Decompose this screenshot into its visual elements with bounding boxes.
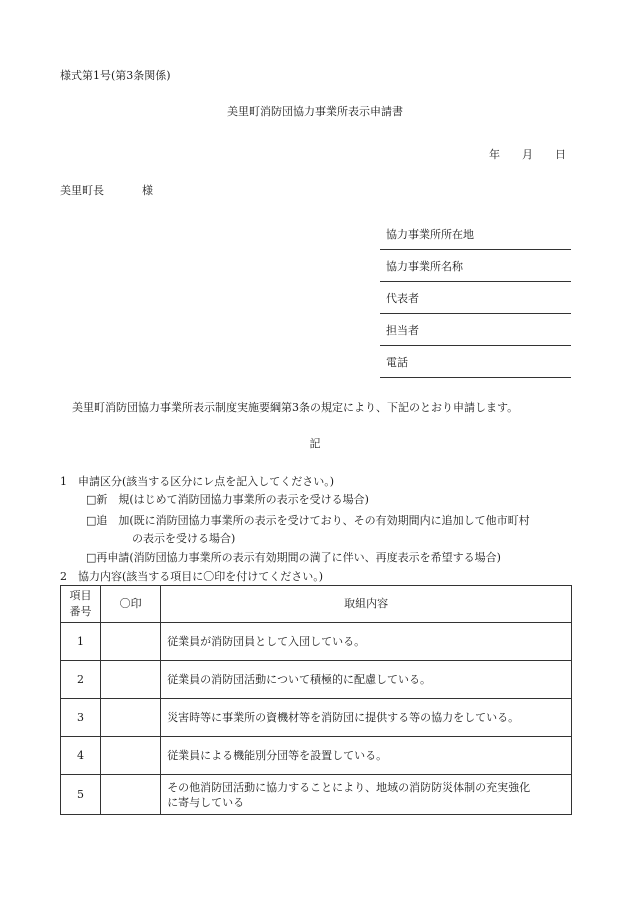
- row-number: 5: [61, 775, 101, 815]
- applicant-field-company-name[interactable]: 協力事業所名称: [380, 250, 571, 282]
- option-additional-continued: の表示を受ける場合): [132, 532, 236, 545]
- applicant-field-representative[interactable]: 代表者: [380, 282, 571, 314]
- table-header-row: [61, 586, 572, 623]
- applicant-field-address[interactable]: 協力事業所所在地: [380, 218, 571, 250]
- addressee: [60, 182, 153, 198]
- table-row: [61, 661, 572, 699]
- row-number: 3: [61, 699, 101, 737]
- row-mark-cell[interactable]: [101, 699, 161, 737]
- applicant-info-block: [380, 218, 571, 378]
- date-day-label: 日: [555, 148, 566, 161]
- table-row: [61, 699, 572, 737]
- option-new-checkbox[interactable]: □新 規(はじめて消防団協力事業所の表示を受ける場合): [86, 493, 369, 506]
- addressee-honorific: 様: [142, 184, 153, 197]
- row-mark-cell[interactable]: [101, 661, 161, 699]
- table-row: [61, 775, 572, 815]
- ki-heading: 記: [309, 437, 321, 450]
- header-content: 取組内容: [161, 586, 572, 623]
- form-number: 様式第1号(第3条関係): [60, 69, 171, 82]
- row-content: その他消防団活動に協力することにより、地域の消防防災体制の充実強化 に寄与している: [161, 775, 572, 815]
- row-content: 従業員が消防団員として入団している。: [161, 623, 572, 661]
- application-statement: 美里町消防団協力事業所表示制度実施要綱第3条の規定により、下記のとおり申請します。: [72, 401, 519, 414]
- section1-title: 1 申請区分(該当する区分にレ点を記入してください。): [60, 475, 335, 488]
- header-mark: 〇印: [101, 586, 161, 623]
- row-mark-cell[interactable]: [101, 623, 161, 661]
- applicant-field-phone[interactable]: 電話: [380, 346, 571, 378]
- date-year-label: 年: [489, 148, 500, 161]
- header-item-number: 項目 番号: [61, 586, 101, 623]
- row-content: 従業員による機能別分団等を設置している。: [161, 737, 572, 775]
- option-additional-checkbox[interactable]: □追 加(既に消防団協力事業所の表示を受けており、その有効期間内に追加して他市町村: [86, 514, 530, 527]
- date-line: [489, 146, 566, 162]
- option-reapply-checkbox[interactable]: □再申請(消防団協力事業所の表示有効期間の満了に伴い、再度表示を希望する場合): [86, 551, 501, 564]
- section2-title: 2 協力内容(該当する項目に〇印を付けてください。): [60, 570, 324, 583]
- table-row: [61, 737, 572, 775]
- row-number: 2: [61, 661, 101, 699]
- row-content: 災害時等に事業所の資機材等を消防団に提供する等の協力をしている。: [161, 699, 572, 737]
- row-number: 1: [61, 623, 101, 661]
- row-content: 従業員の消防団活動について積極的に配慮している。: [161, 661, 572, 699]
- date-month-label: 月: [522, 148, 533, 161]
- row-mark-cell[interactable]: [101, 775, 161, 815]
- row-number: 4: [61, 737, 101, 775]
- applicant-field-contact-person[interactable]: 担当者: [380, 314, 571, 346]
- row-mark-cell[interactable]: [101, 737, 161, 775]
- document-title: 美里町消防団協力事業所表示申請書: [227, 105, 403, 118]
- cooperation-items-table: [60, 585, 572, 815]
- addressee-name: 美里町長: [60, 184, 104, 197]
- table-row: [61, 623, 572, 661]
